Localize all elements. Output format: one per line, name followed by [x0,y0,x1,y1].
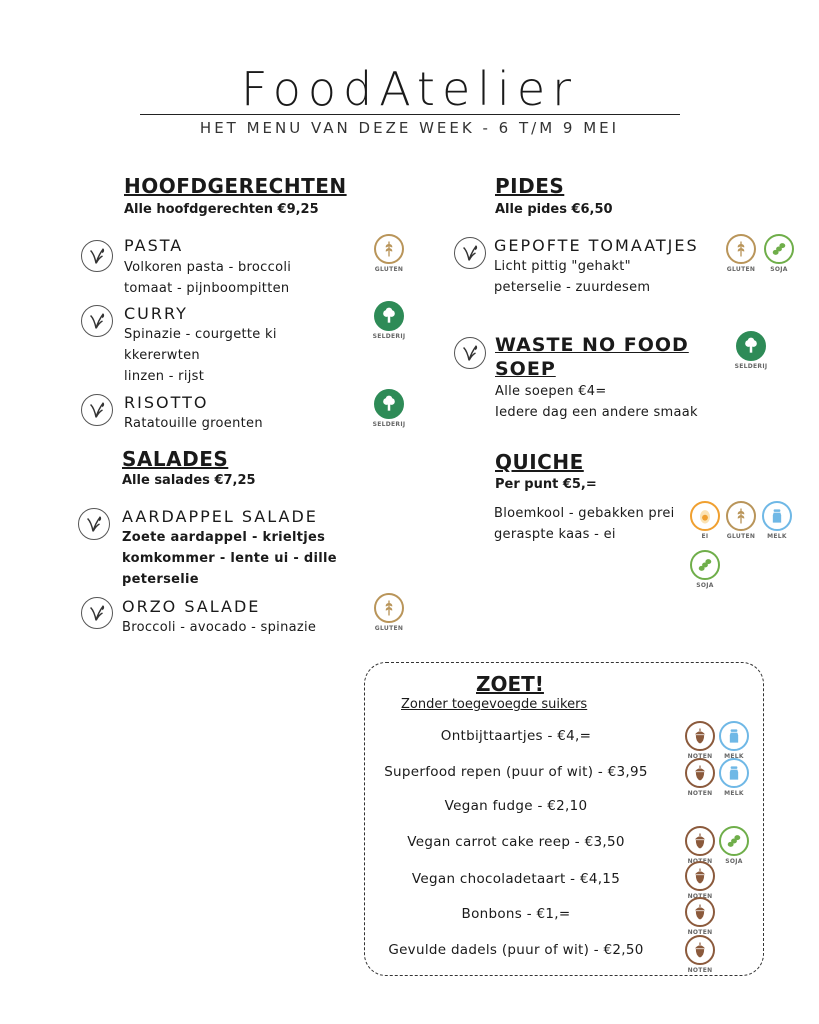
dessert-item: Vegan chocoladetaart - €4,15 [411,871,621,887]
menu-subtitle: HET MENU VAN DEZE WEEK - 6 T/M 9 MEI [199,119,620,137]
brand-title: FoodAtelier [240,62,579,116]
noten-icon [685,897,715,927]
vegan-icon [454,337,486,369]
allergen-label: NOTEN [687,753,713,760]
description-line: tomaat - pijnboompitten [124,281,290,296]
allergen-melk [714,758,754,797]
selderij-icon [374,301,404,331]
allergen-label: NOTEN [687,929,713,936]
description-line: Broccoli - avocado - spinazie [122,620,317,635]
vegan-icon [454,237,486,269]
noten-icon [685,758,715,788]
vegan-icon [81,394,113,426]
soup-title-line: WASTE NO FOOD [495,334,689,356]
allergen-ei [685,501,725,540]
allergen-label: SOJA [696,582,714,589]
description-line: geraspte kaas - ei [494,527,616,542]
dish-description [122,617,316,638]
dish-name: RISOTTO [124,393,209,412]
soup-description [495,381,698,423]
dish-name: AARDAPPEL SALADE [122,507,318,526]
allergen-label: SOJA [770,266,788,273]
description-line: Zoete aardappel - krieltjes [122,530,326,545]
description-line: Bloemkool - gebakken prei [494,506,675,521]
selderij-icon [736,331,766,361]
dessert-item: Bonbons - €1,= [461,906,571,922]
section-price-salades: Alle salades €7,25 [122,473,256,488]
gluten-icon [374,234,404,264]
allergen-soja [685,550,725,589]
allergen-selderij [369,389,409,428]
allergen-noten [680,935,720,974]
soup-title [495,333,689,381]
allergen-selderij [731,331,771,370]
allergen-label: GLUTEN [726,533,756,540]
allergen-label: SELDERIJ [734,363,768,370]
dish-description [494,256,650,298]
description-line: kkererwten [124,348,200,363]
allergen-noten [680,861,720,900]
allergen-label: NOTEN [687,893,713,900]
dessert-item: Superfood repen (puur of wit) - €3,95 [384,764,648,780]
noten-icon [685,721,715,751]
allergen-label: SOJA [725,858,743,865]
soja-icon [690,550,720,580]
vegan-icon [78,508,110,540]
soja-icon [719,826,749,856]
quiche-description [494,503,675,545]
description-line: Volkoren pasta - broccoli [124,260,292,275]
soja-icon [764,234,794,264]
allergen-selderij [369,301,409,340]
melk-icon [719,721,749,751]
soup-title-line: SOEP [495,358,556,380]
dish-name: CURRY [124,304,188,323]
allergen-label: SELDERIJ [372,333,406,340]
dish-description [124,257,291,299]
description-line: Licht pittig "gehakt" [494,259,631,274]
description-line: komkommer - lente ui - dille [122,551,337,566]
ei-icon [690,501,720,531]
dish-description [122,527,337,590]
dessert-item: Vegan carrot cake reep - €3,50 [407,834,625,850]
description-line: peterselie [122,572,199,587]
allergen-label: NOTEN [687,790,713,797]
section-title-salades: SALADES [122,447,229,471]
allergen-label: GLUTEN [374,266,404,273]
dish-description [124,413,263,434]
description-line: Alle soepen €4= [495,384,607,399]
header-divider [140,114,680,115]
allergen-label: SELDERIJ [372,421,406,428]
gluten-icon [726,501,756,531]
allergen-gluten [369,593,409,632]
allergen-label: GLUTEN [374,625,404,632]
vegan-icon [81,240,113,272]
allergen-noten [680,897,720,936]
melk-icon [719,758,749,788]
allergen-label: MELK [767,533,787,540]
allergen-melk [757,501,797,540]
allergen-label: MELK [724,753,744,760]
allergen-melk [714,721,754,760]
zoet-subtitle: Zonder toegevoegde suikers [401,697,588,712]
gluten-icon [726,234,756,264]
vegan-icon [81,305,113,337]
allergen-gluten [721,501,761,540]
noten-icon [685,861,715,891]
section-price-pides: Alle pides €6,50 [495,202,613,217]
noten-icon [685,935,715,965]
allergen-gluten [721,234,761,273]
melk-icon [762,501,792,531]
allergen-label: EI [701,533,709,540]
section-price-quiche: Per punt €5,= [495,477,597,492]
description-line: linzen - rijst [124,369,205,384]
section-title-zoet: ZOET! [476,672,544,696]
dessert-item: Gevulde dadels (puur of wit) - €2,50 [388,942,644,958]
allergen-label: NOTEN [687,858,713,865]
dish-name: PASTA [124,236,184,255]
selderij-icon [374,389,404,419]
description-line: Iedere dag een andere smaak [495,405,698,420]
section-title-hoofdgerechten: HOOFDGERECHTEN [124,174,347,198]
dessert-item: Vegan fudge - €2,10 [444,798,588,814]
section-title-pides: PIDES [495,174,565,198]
noten-icon [685,826,715,856]
section-title-quiche: QUICHE [495,450,584,474]
allergen-gluten [369,234,409,273]
description-line: Ratatouille groenten [124,416,263,431]
section-price-hoofdgerechten: Alle hoofdgerechten €9,25 [124,202,319,217]
dish-name: GEPOFTE TOMAATJES [494,236,699,255]
allergen-soja [759,234,799,273]
allergen-label: NOTEN [687,967,713,974]
dish-description [124,324,277,387]
description-line: Spinazie - courgette ki [124,327,277,342]
description-line: peterselie - zuurdesem [494,280,651,295]
gluten-icon [374,593,404,623]
allergen-soja [714,826,754,865]
vegan-icon [81,597,113,629]
allergen-label: MELK [724,790,744,797]
allergen-label: GLUTEN [726,266,756,273]
dish-name: ORZO SALADE [122,597,261,616]
dessert-item: Ontbijttaartjes - €4,= [440,728,592,744]
